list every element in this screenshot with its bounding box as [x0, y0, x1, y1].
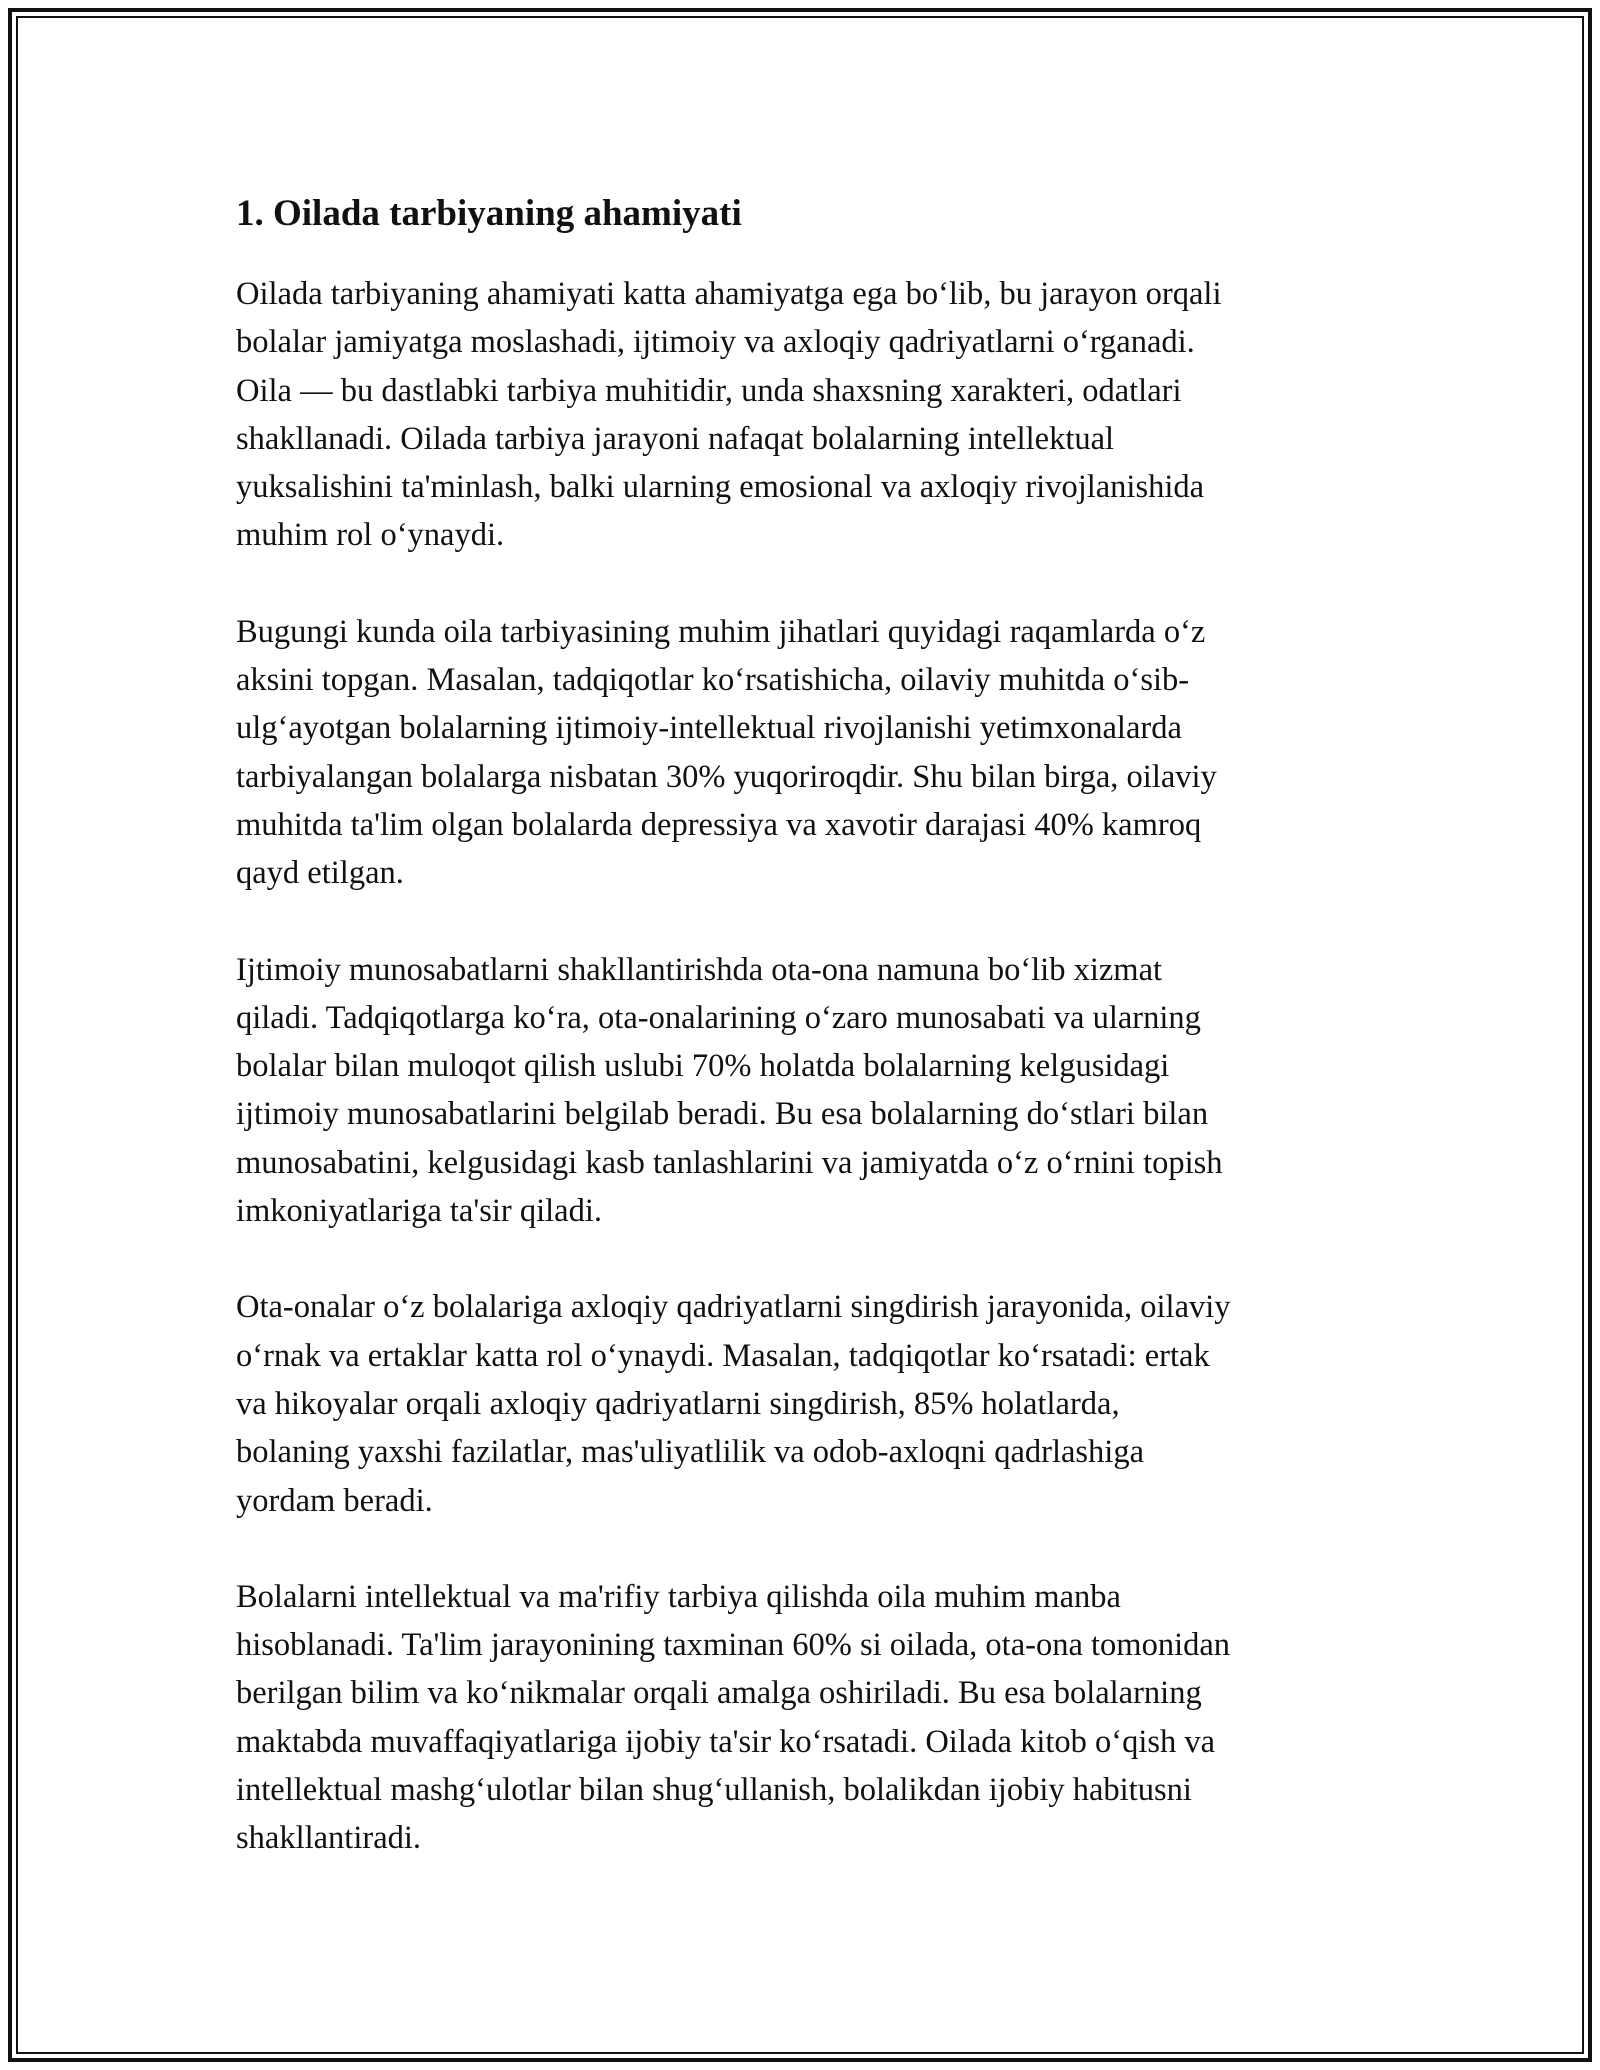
- paragraph-4: Ota-onalar o‘z bolalariga axloqiy qadriyatlarni singdirish jarayonida, oilaviy o‘rnak va ertaklar katta rol o‘ynaydi. Masalan, tadqiqotlar ko‘rsatadi: ertak va hikoyalar orqali axloqiy qadriyatlarni singdirish, 85% holatlarda, bolaning yaxshi fazilatlar, mas'uliyatlilik va odob-axloqni qadrlashiga yordam beradi.: [236, 1289, 1231, 1519]
- document-body: [236, 186, 1366, 1911]
- page-title: 1. Oilada tarbiyaning ahamiyati: [236, 193, 742, 234]
- paragraph-2: Bugungi kunda oila tarbiyasining muhim jihatlari quyidagi raqamlarda o‘z aksini topgan. Masalan, tadqiqotlar ko‘rsatishicha, oilaviy muhitda o‘sib- ulg‘ayotgan bolalarning ijtimoiy-intellektual rivojlanishi yetimxonalarda tarbiyalangan bolalarga nisbatan 30% yuqoriroqdir. Shu bilan birga, oilaviy muhitda ta'lim olgan bolalarda depressiya va xavotir darajasi 40% kamroq qayd etilgan.: [236, 613, 1217, 892]
- paragraph-1: Oilada tarbiyaning ahamiyati katta ahamiyatga ega bo‘lib, bu jarayon orqali bolalar jamiyatga moslashadi, ijtimoiy va axloqiy qadriyatlarni o‘rganadi. Oila — bu dastlabki tarbiya muhitidir, unda shaxsning xarakteri, odatlari shakllanadi. Oilada tarbiya jarayoni nafaqat bolalarning intellektual yuksalishini ta'minlash, balki ularning emosional va axloqiy rivojlanishida muhim rol o‘ynaydi.: [236, 276, 1222, 554]
- paragraph-5: Bolalarni intellektual va ma'rifiy tarbiya qilishda oila muhim manba hisoblanadi. Ta'lim jarayonining taxminan 60% si oilada, ota-ona tomonidan berilgan bilim va ko‘nikmalar orqali amalga oshiriladi. Bu esa bolalarning maktabda muvaffaqiyatlariga ijobiy ta'sir ko‘rsatadi. Oilada kitob o‘qish va intellektual mashg‘ulotlar bilan shug‘ullanish, bolalikdan ijobiy habitusni shakllantiradi.: [236, 1578, 1231, 1857]
- paragraph-3: Ijtimoiy munosabatlarni shakllantirishda ota-ona namuna bo‘lib xizmat qiladi. Tadqiqotlarga ko‘ra, ota-onalarining o‘zaro munosabati va ularning bolalar bilan muloqot qilish uslubi 70% holatda bolalarning kelgusidagi ijtimoiy munosabatlarini belgilab beradi. Bu esa bolalarning do‘stlari bilan munosabatini, kelgusidagi kasb tanlashlarini va jamiyatda o‘z o‘rnini topish imkoniyatlariga ta'sir qiladi.: [236, 951, 1223, 1230]
